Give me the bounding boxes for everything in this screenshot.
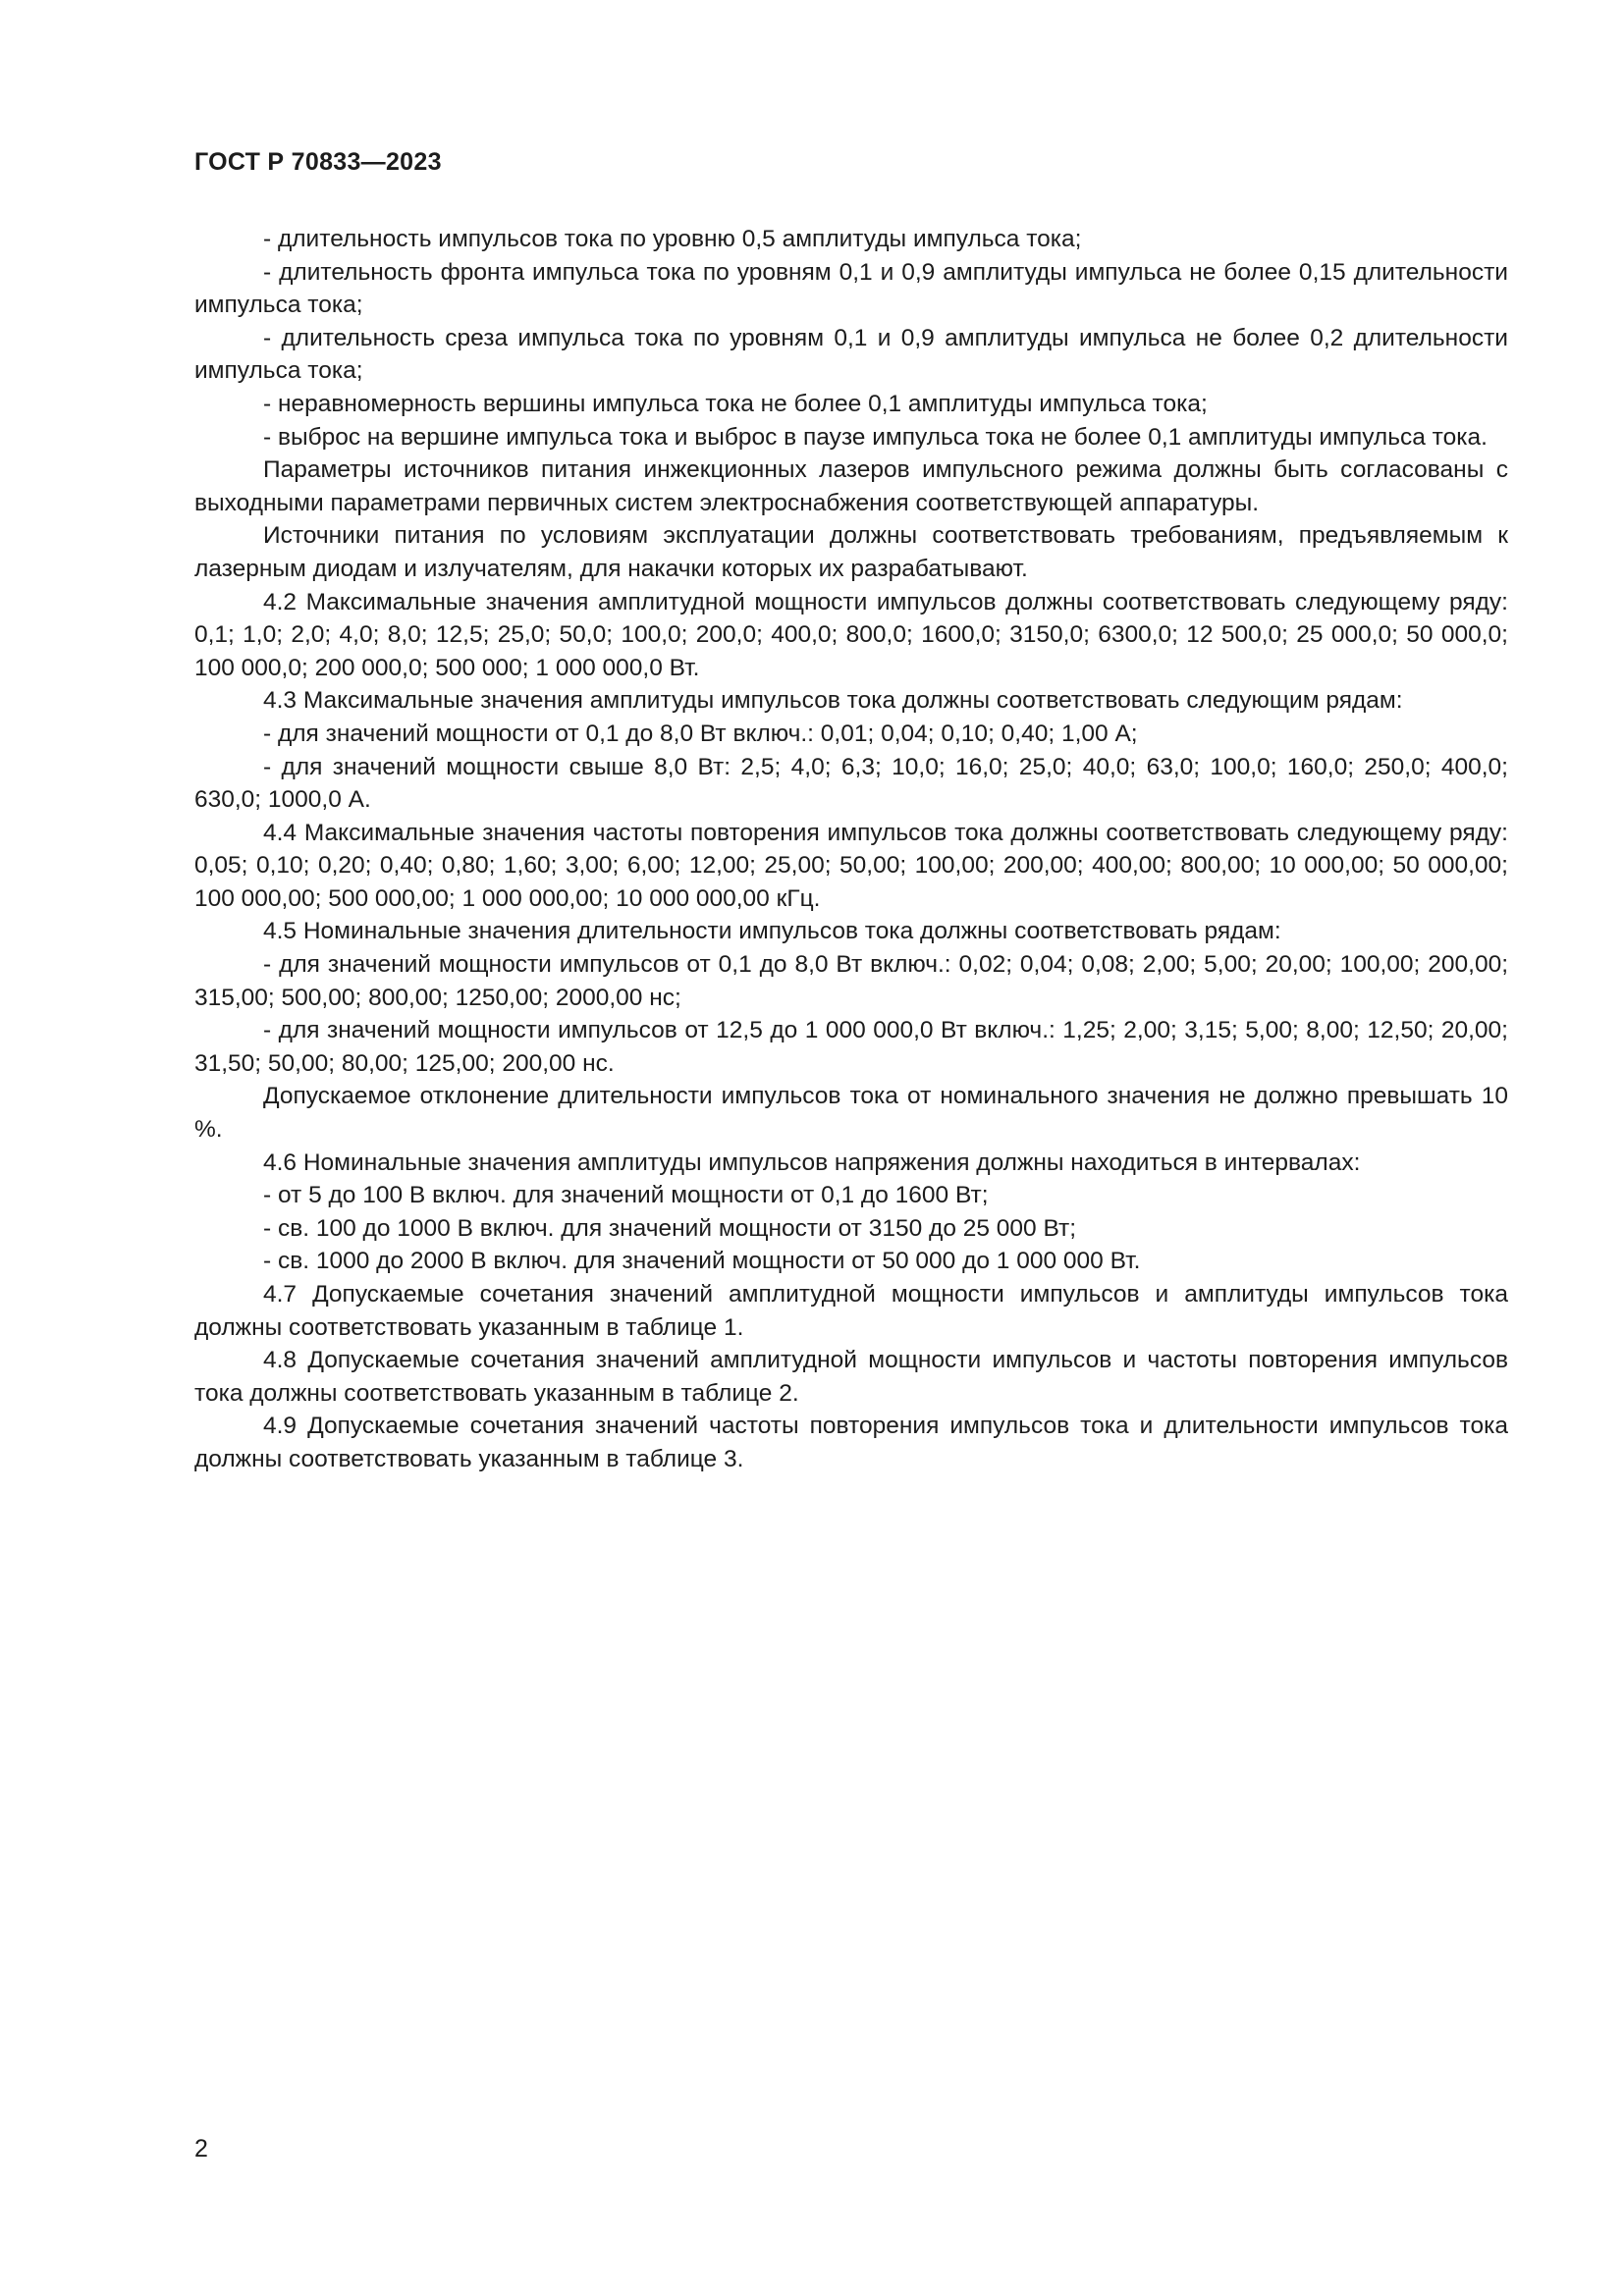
paragraph: - для значений мощности свыше 8,0 Вт: 2,5; 4,0; 6,3; 10,0; 16,0; 25,0; 40,0; 63,0; 100,0; 160,0; 250,0; 400,0; 630,0; 1000,0 А. [194,753,1508,814]
paragraph: - от 5 до 100 В включ. для значений мощности от 0,1 до 1600 Вт; [263,1182,989,1209]
paragraph: - длительность фронта импульса тока по уровням 0,1 и 0,9 амплитуды импульса не более 0,15 длительности импульса тока; [194,258,1508,319]
paragraph: - длительность среза импульса тока по уровням 0,1 и 0,9 амплитуды импульса не более 0,2 длительности импульса тока; [194,324,1508,385]
paragraph: 4.6 Номинальные значения амплитуды импульсов напряжения должны находиться в интервалах: [263,1148,1361,1176]
paragraph: 4.9 Допускаемые сочетания значений частоты повторения импульсов тока и длительности импульсов тока должны соответствовать указанным в таблице 3. [194,1413,1508,1472]
paragraph: 4.8 Допускаемые сочетания значений амплитудной мощности импульсов и частоты повторения импульсов тока должны соответствовать указанным в таблице 2. [194,1347,1508,1407]
paragraph: - выброс на вершине импульса тока и выброс в паузе импульса тока не более 0,1 амплитуды импульса тока. [263,423,1488,451]
page-number: 2 [194,2135,208,2163]
paragraph: - неравномерность вершины импульса тока не более 0,1 амплитуды импульса тока; [263,390,1208,417]
paragraph: 4.7 Допускаемые сочетания значений амплитудной мощности импульсов и амплитуды импульсов тока должны соответствовать указанным в таблице 1. [194,1281,1508,1341]
document-header: ГОСТ Р 70833—2023 [194,148,442,176]
paragraph: - длительность импульсов тока по уровню 0,5 амплитуды импульса тока; [263,226,1082,252]
paragraph: - св. 1000 до 2000 В включ. для значений мощности от 50 000 до 1 000 000 Вт. [263,1248,1141,1275]
paragraph: Источники питания по условиям эксплуатации должны соответствовать требованиям, предъявляемым к лазерным диодам и излучателям, для накачки которых их разрабатывают. [194,522,1508,582]
paragraph: - для значений мощности импульсов от 0,1 до 8,0 Вт включ.: 0,02; 0,04; 0,08; 2,00; 5,00; 20,00; 100,00; 200,00; 315,00; 500,00; 800,00; 1250,00; 2000,00 нс; [194,951,1508,1011]
paragraph: - для значений мощности от 0,1 до 8,0 Вт включ.: 0,01; 0,04; 0,10; 0,40; 1,00 А; [263,720,1138,747]
paragraph: Параметры источников питания инжекционных лазеров импульсного режима должны быть согласованы с выходными параметрами первичных систем электроснабжения соответствующей аппаратуры. [194,456,1508,516]
paragraph: 4.3 Максимальные значения амплитуды импульсов тока должны соответствовать следующим рядам: [263,687,1403,715]
paragraph: 4.5 Номинальные значения длительности импульсов тока должны соответствовать рядам: [263,918,1281,945]
document-body [194,223,1508,1476]
paragraph: 4.2 Максимальные значения амплитудной мощности импульсов должны соответствовать следующему ряду: 0,1; 1,0; 2,0; 4,0; 8,0; 12,5; 25,0; 50,0; 100,0; 200,0; 400,0; 800,0; 1600,0; 3150,0; 6300,0; 12 500,0; 25 000,0; 50 000,0; 100 000,0; 200 000,0; 500 000; 1 000 000,0 Вт. [194,588,1508,681]
paragraph: Допускаемое отклонение длительности импульсов тока от номинального значения не должно превышать 10 %. [194,1083,1508,1144]
paragraph: - для значений мощности импульсов от 12,5 до 1 000 000,0 Вт включ.: 1,25; 2,00; 3,15; 5,00; 8,00; 12,50; 20,00; 31,50; 50,00; 80,00; 125,00; 200,00 нс. [194,1017,1508,1077]
paragraph: - св. 100 до 1000 В включ. для значений мощности от 3150 до 25 000 Вт; [263,1214,1077,1242]
paragraph: 4.4 Максимальные значения частоты повторения импульсов тока должны соответствовать следующему ряду: 0,05; 0,10; 0,20; 0,40; 0,80; 1,60; 3,00; 6,00; 12,00; 25,00; 50,00; 100,00; 200,00; 400,00; 800,00; 10 000,00; 50 000,00; 100 000,00; 500 000,00; 1 000 000,00; 10 000 000,00 кГц. [194,819,1508,912]
